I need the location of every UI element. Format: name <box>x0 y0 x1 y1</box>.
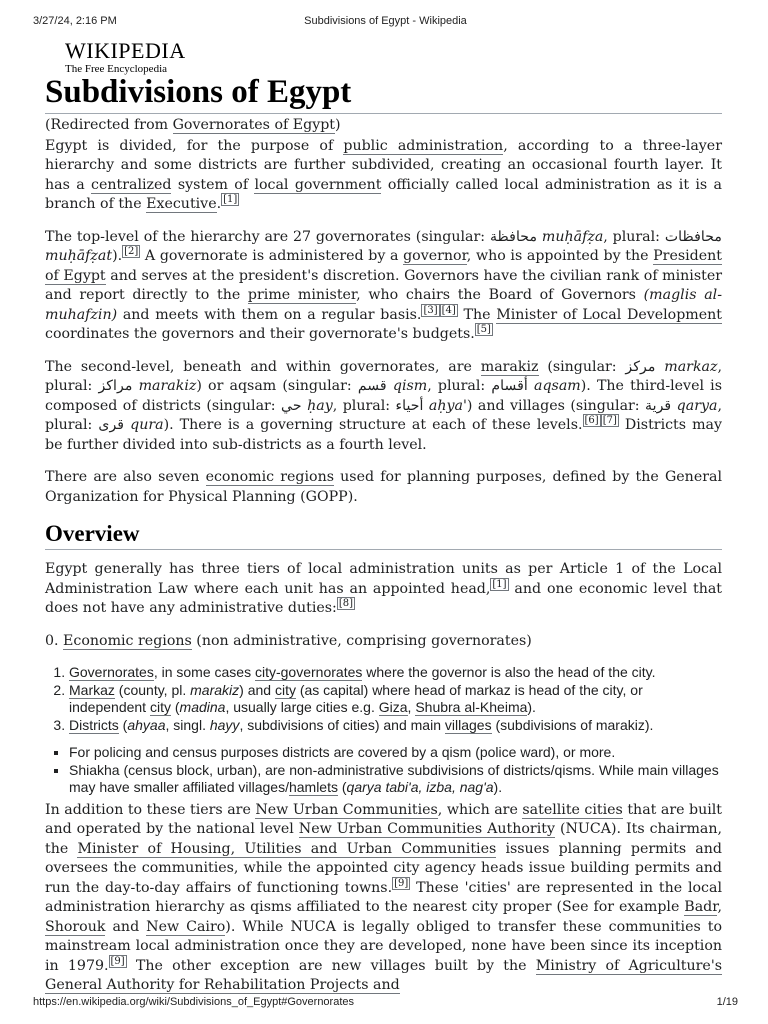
paragraph: 0. Economic regions (non administrative, comprising governorates) <box>45 632 532 649</box>
redirect-note: (Redirected from Governorates of Egypt) <box>45 117 341 133</box>
list-item: 2. Markaz (county, pl. marakiz) and city (as capital) where head of markaz is head of the city, or independent city (madina, usually large cities e.g. Giza, Shubra al-Kheima). <box>69 682 722 717</box>
list-item: ▪ Shiakha (census block, urban), are non-administrative subdivisions of districts/qisms. While main villages may have smaller affiliated villages/hamlets (qarya tabi'a, izba, nag'a). <box>69 762 722 797</box>
wikipedia-wordmark: WIKIPEDIA <box>65 38 186 63</box>
note-list <box>45 744 722 797</box>
section-heading-overview: Overview <box>45 520 722 550</box>
article-body <box>45 116 722 1009</box>
list-item: ▪ For policing and census purposes districts are covered by a qism (police ward), or more. <box>69 744 722 762</box>
wikipedia-logo[interactable] <box>65 40 186 75</box>
print-timestamp: 3/27/24, 2:16 PM <box>33 15 117 27</box>
print-footer <box>33 996 738 1008</box>
page-title: Subdivisions of Egypt <box>45 72 722 114</box>
print-page-title: Subdivisions of Egypt - Wikipedia <box>304 15 467 27</box>
redirect-link[interactable]: Governorates of Egypt <box>172 117 336 133</box>
paragraph: Egypt is divided, for the purpose of public administration, according to a three-layer hierarchy and some districts are further subdivided, creating an occasional fourth layer. It has a centralized system of local government officially called local administration as it is a branch of the Executive. [1] <box>45 137 722 212</box>
tier-list <box>45 664 722 734</box>
paragraph: There are also seven economic regions used for planning purposes, defined by the General Organization for Physical Planning (GOPP). <box>45 469 722 505</box>
print-url: https://en.wikipedia.org/wiki/Subdivisions_of_Egypt#Governorates <box>33 996 355 1008</box>
paragraph: The second-level, beneath and within governorates, are marakiz (singular: مركز markaz, plural: مراكز marakiz) or aqsam (singular: قسم qism, plural: أقسام aqsam). The third-level is composed of districts (singular: حي ḥay, plural: أحياء aḥya') and villages (singular: قرية qarya, plural: قرى qura). There is a governing structure at each of these levels. [6] [7] Districts may be further divided into sub-districts as a fourth level. <box>45 358 723 453</box>
paragraph: The top-level of the hierarchy are 27 governorates (singular: محافظة muḥāfẓa, plural: محافظات muḥāfẓat). [2] A governorate is administered by a governor, who is appointed by the President of Egypt and serves at the president's discretion. Governors have the civilian rank of minister and report directly to the prime minister, who chairs the Board of Governors (maglis al-muhafzin) and meets with them on a regular basis. [3] [4] The Minister of Local Development coordinates the governors and their governorate's budgets. [5] <box>45 228 723 342</box>
paragraph: Egypt generally has three tiers of local administration units as per Article 1 of the Local Administration Law where each unit has an appointed head, [1] and one economic level that does not have any administrative duties: [8] <box>45 561 722 616</box>
print-page-counter: 1/19 <box>716 996 738 1008</box>
paragraph: In addition to these tiers are New Urban Communities, which are satellite cities that are built and operated by the national level New Urban Communities Authority (NUCA). Its chairman, the Minister of Housing, Utilities and Urban Communities issues planning permits and oversees the communities, while the appointed city agency heads issue building permits and run the day-to-day affairs of functioning towns. [9] These 'cities' are represented in the local administration hierarchy as qisms affiliated to the nearest city proper (See for example Badr, Shorouk and New Cairo). While NUCA is legally obliged to transfer these communities to mainstream local administration once they are developed, none have been since its inception in 1979. [9] The other exception are new villages built by the Ministry of Agriculture's General Authority for Rehabilitation Projects and <box>45 801 723 993</box>
list-item: 1. Governorates, in some cases city-governorates where the governor is also the head of the city. <box>69 664 722 682</box>
wikipedia-tagline: The Free Encyclopedia <box>65 63 168 75</box>
list-item: 3. Districts (ahyaa, singl. hayy, subdivisions of cities) and main villages (subdivisions of marakiz). <box>69 717 722 735</box>
